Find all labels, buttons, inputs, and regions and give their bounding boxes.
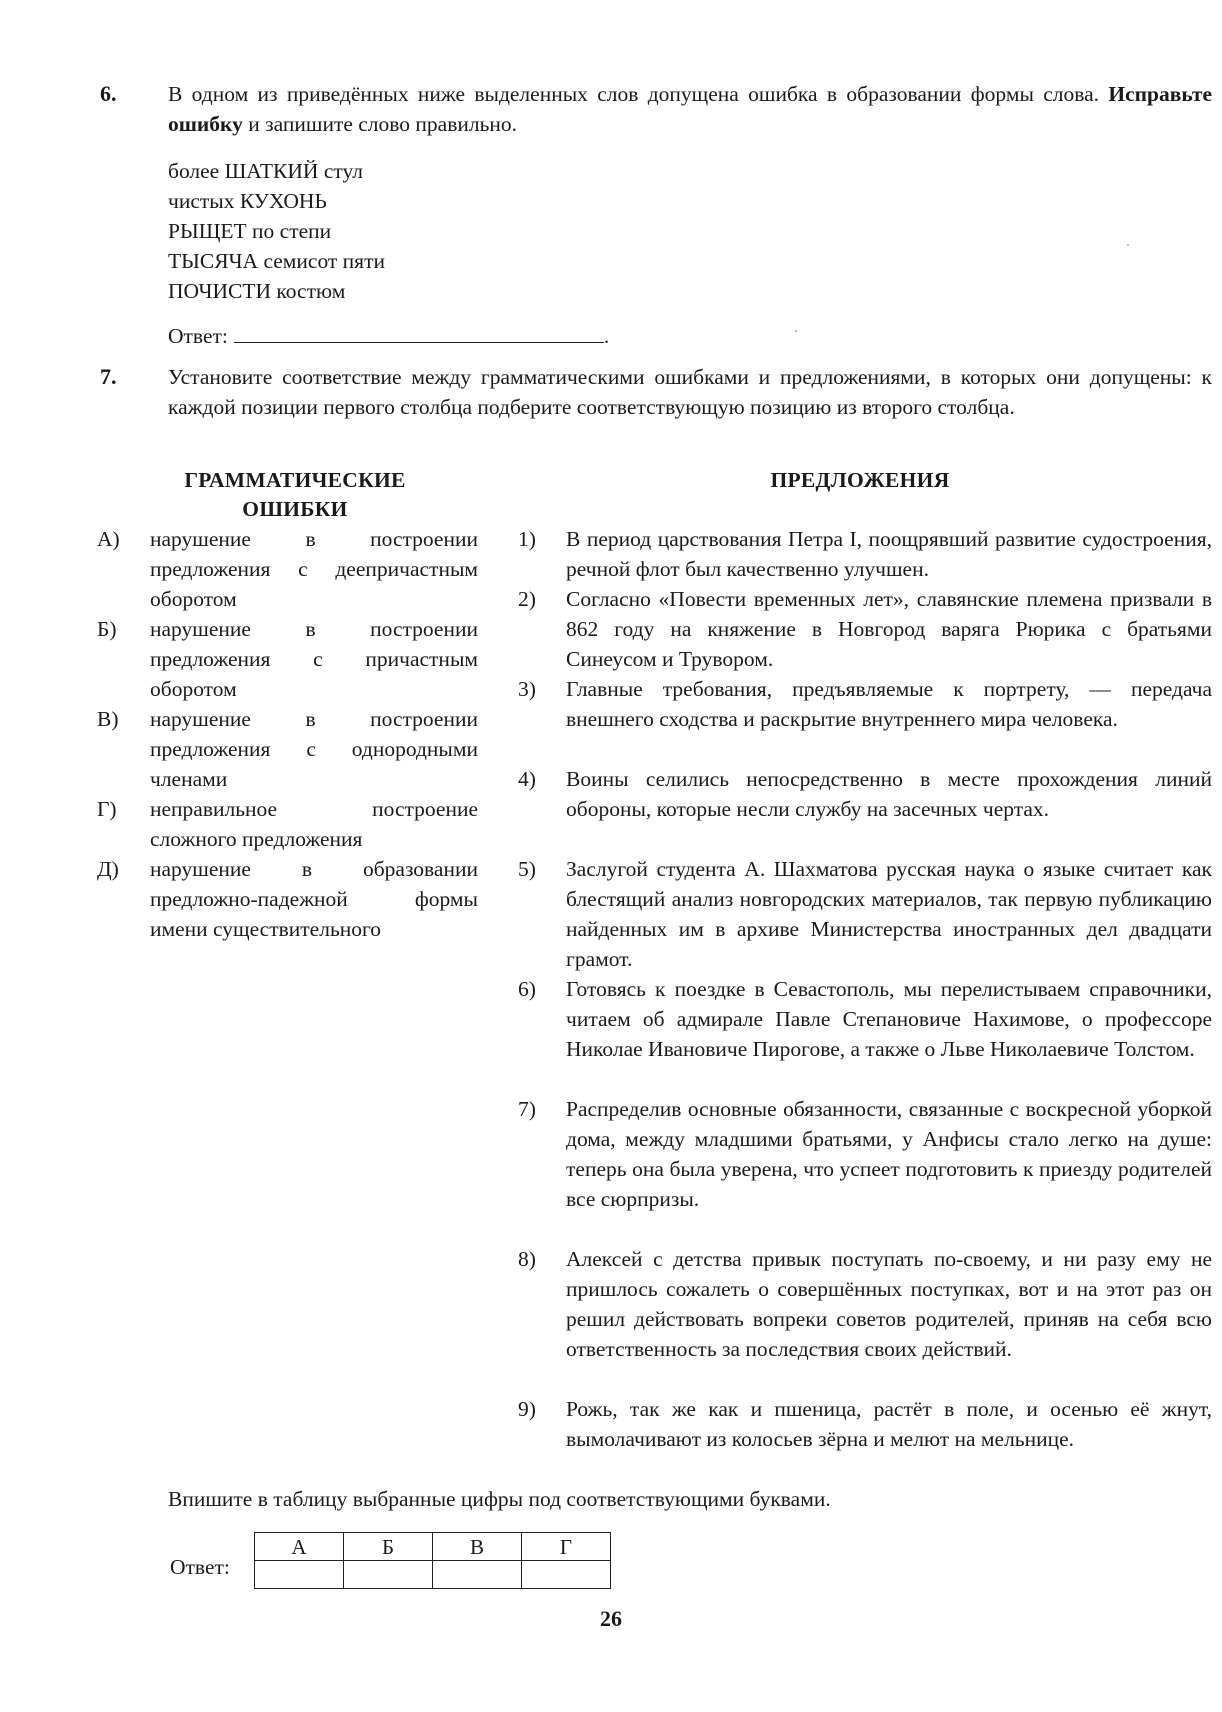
answer-cell-a[interactable]: [255, 1561, 344, 1589]
error-label: Г): [97, 797, 117, 821]
answer-table: [254, 1532, 611, 1589]
error-text: нарушение в построении предложения с деепричастным оборотом: [150, 527, 478, 611]
errors-header-line1: ГРАММАТИЧЕСКИЕ: [184, 468, 406, 492]
answer-period: .: [603, 324, 610, 348]
sentence-text: Согласно «Повести временных лет», славянские племена призвали в 862 году на княжение в Новгород варяга Рюрика с братьями Синеусом и Трувором.: [566, 587, 1212, 671]
sentence-label: 3): [518, 677, 536, 701]
question-6-intro-tail: и запишите слово правильно.: [242, 112, 518, 136]
scan-speck: [1127, 244, 1129, 246]
sentence-text: Готовясь к поездке в Севастополь, мы перелистываем справочники, читаем об адмирале Павле Степановиче Нахимове, о профессоре Николае Ивановиче Пирогове, а также о Льве Николаевиче Толстом.: [566, 977, 1212, 1061]
sentence-label: 4): [518, 767, 536, 791]
sentence-text: Распределив основные обязанности, связанные с воскресной уборкой дома, между младшими братьями, у Анфисы стало легко на душе: теперь она была уверена, что успеет подготовить к приезду родителей все сюрпризы.: [566, 1097, 1212, 1211]
error-text: нарушение в построении предложения с однородными членами: [150, 707, 478, 791]
question-6-answer: [168, 320, 609, 351]
question-6-number: 6.: [100, 81, 117, 106]
answer-label: Ответ:: [170, 1555, 230, 1579]
sentence-label: 2): [518, 587, 536, 611]
question-6-intro-text: В одном из приведённых ниже выделенных слов допущена ошибка в образовании формы слова.: [168, 82, 1109, 106]
answer-input-line[interactable]: [234, 320, 604, 343]
sentence-label: 1): [518, 527, 536, 551]
sentence-text: Алексей с детства привык поступать по-своему, и ни разу ему не пришлось сожалеть о совершённых поступках, вот и на этот раз он решил действовать вопреки советов родителей, приняв на себя всю ответственность за последствия своих действий.: [566, 1247, 1212, 1361]
question-7-intro: Установите соответствие между грамматическими ошибками и предложениями, в которых они допущены: к каждой позиции первого столбца подберите соответствующую позицию из второго столбца.: [168, 365, 1212, 419]
error-label: В): [97, 707, 119, 731]
sentence-text: Главные требования, предъявляемые к портрету, — передача внешнего сходства и раскрытие внутреннего мира человека.: [566, 677, 1212, 731]
sentence-label: 7): [518, 1097, 536, 1121]
answer-table-header-row: [255, 1533, 611, 1561]
sentence-text: Заслугой студента А. Шахматова русская наука о языке считает как блестящий анализ новгородских материалов, так первую публикацию найденных им в архиве Министерства иностранных дел двадцати грамот.: [566, 857, 1212, 971]
table-instruction: Впишите в таблицу выбранные цифры под соответствующими буквами.: [168, 1487, 831, 1511]
sentences-column-header: ПРЕДЛОЖЕНИЯ: [770, 468, 950, 492]
answer-cell-v[interactable]: [433, 1561, 522, 1589]
sentence-text: Воины селились непосредственно в месте прохождения линий обороны, которые несли службу на засечных чертах.: [566, 767, 1212, 821]
error-label: Д): [97, 857, 119, 881]
error-label: А): [97, 527, 120, 551]
question-6-word-list: [168, 156, 385, 306]
sentence-text: В период царствования Петра I, поощрявший развитие судостроения, речной флот был качественно улучшен.: [566, 527, 1212, 581]
error-text: нарушение в построении предложения с причастным оборотом: [150, 617, 478, 701]
sentence-text: Рожь, так же как и пшеница, растёт в поле, и осенью её жнут, вымолачивают из колосьев зёрна и мелют на мельнице.: [566, 1397, 1212, 1451]
sentence-label: 9): [518, 1397, 536, 1421]
answer-column-b: Б: [344, 1533, 433, 1561]
word-option: более ШАТКИЙ стул: [168, 159, 364, 183]
error-text: неправильное построение сложного предложения: [150, 797, 478, 851]
question-6-intro-emphasis: Исправьте ошибку: [168, 82, 1212, 136]
word-option: ТЫСЯЧА семисот пяти: [168, 249, 385, 273]
answer-table-input-row: [255, 1561, 611, 1589]
word-option: чистых КУХОНЬ: [168, 189, 327, 213]
errors-header-line2: ОШИБКИ: [242, 497, 348, 521]
word-option: ПОЧИСТИ костюм: [168, 279, 346, 303]
word-option: РЫЩЕТ по степи: [168, 219, 332, 243]
scan-speck: [795, 330, 797, 332]
answer-column-a: А: [255, 1533, 344, 1561]
answer-cell-b[interactable]: [344, 1561, 433, 1589]
answer-label: Ответ:: [168, 324, 228, 348]
errors-column-header: [130, 466, 460, 524]
answer-column-v: В: [433, 1533, 522, 1561]
sentence-label: 6): [518, 977, 536, 1001]
sentence-label: 8): [518, 1247, 536, 1271]
question-6-intro: [168, 79, 1212, 139]
question-7-number: 7.: [100, 364, 117, 389]
sentence-label: 5): [518, 857, 536, 881]
answer-cell-g[interactable]: [522, 1561, 611, 1589]
error-label: Б): [97, 617, 117, 641]
error-text: нарушение в образовании предложно-падежной формы имени существительного: [150, 857, 478, 941]
page-number: 26: [600, 1606, 622, 1631]
answer-column-g: Г: [522, 1533, 611, 1561]
